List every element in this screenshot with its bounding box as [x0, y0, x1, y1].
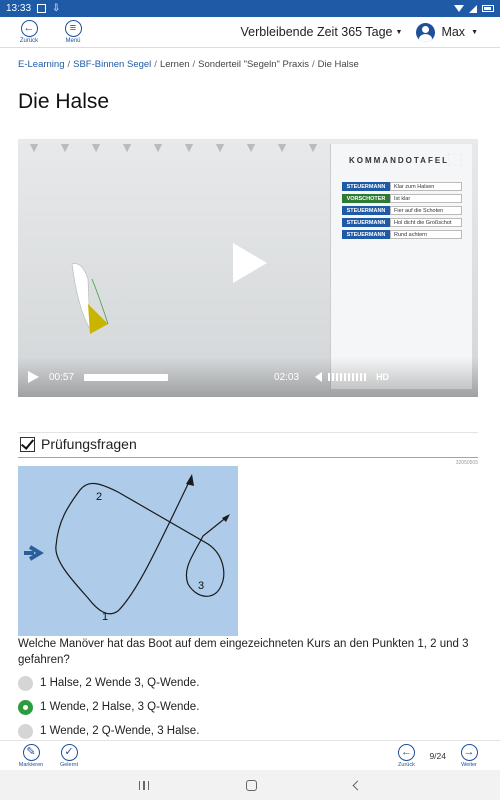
play-icon[interactable] [28, 371, 39, 383]
volume-control[interactable] [315, 372, 366, 382]
user-avatar-icon [416, 23, 435, 42]
play-overlay-icon[interactable] [233, 243, 267, 283]
breadcrumb-sbf-binnen-segel[interactable]: SBF-Binnen Segel [73, 59, 152, 70]
battery-icon [482, 5, 494, 12]
top-bar [0, 17, 500, 48]
figure-label-3: 3 [198, 580, 205, 592]
command-role: STEUERMANN [342, 206, 390, 215]
question-id: 32050505 [455, 460, 478, 466]
fullscreen-icon[interactable] [448, 153, 462, 166]
back-label: Zurück [19, 38, 39, 44]
speaker-icon [315, 372, 322, 382]
radio-icon [18, 676, 33, 691]
hamburger-icon: ≡ [65, 20, 82, 37]
breadcrumb-current: Die Halse [317, 59, 359, 70]
quality-button[interactable]: HD [376, 372, 390, 382]
section-rule [18, 457, 478, 458]
command-text: Ist klar [390, 194, 462, 203]
breadcrumb-lernen: Lernen [159, 59, 190, 70]
breadcrumb: E-Learning / SBF-Binnen Segel / Lernen / Sonderteil "Segeln" Praxis / Die Halse [18, 59, 359, 70]
command-role: STEUERMANN [342, 218, 390, 227]
command-panel [330, 144, 472, 389]
question-text: Welche Manöver hat das Boot auf dem eingezeichneten Kurs an den Punkten 1, 2 und 3 gefahren? [18, 638, 469, 666]
arrow-left-icon: ← [21, 20, 38, 37]
command-row [342, 218, 472, 227]
radio-selected-icon [18, 700, 33, 715]
answer-label: 1 Halse, 2 Wende 3, Q-Wende. [40, 677, 200, 689]
command-role: VORSCHOTER [342, 194, 390, 203]
breadcrumb-sonderteil: Sonderteil "Segeln" Praxis [198, 59, 309, 70]
answer-option-2[interactable] [18, 695, 199, 719]
menu-button[interactable] [58, 20, 88, 44]
command-row [342, 230, 472, 239]
caret-down-icon: ▼ [395, 28, 403, 36]
video-controls [18, 357, 478, 397]
duration: 02:03 [274, 371, 300, 383]
breadcrumb-e-learning[interactable]: E-Learning [18, 59, 65, 70]
question-counter: 9/24 [429, 750, 446, 761]
pencil-icon: ✎ [23, 744, 40, 761]
video-player[interactable] [18, 139, 478, 397]
back-button[interactable] [14, 20, 44, 44]
figure-label-1: 1 [102, 611, 109, 623]
progress-bar[interactable] [84, 374, 168, 381]
mark-button[interactable] [14, 744, 48, 768]
panel-title: KOMMANDOTAFEL [349, 156, 450, 165]
next-label: Weiter [461, 761, 477, 768]
bottom-bar [0, 740, 500, 770]
radio-icon [18, 724, 33, 739]
system-nav-bar [0, 770, 500, 800]
caret-down-icon: ▼ [471, 28, 478, 36]
command-text: Klar zum Halsen [390, 182, 462, 191]
time-left-dropdown[interactable] [241, 25, 403, 39]
boat-illustration [68, 259, 128, 349]
back-chevron-icon[interactable] [353, 780, 363, 790]
mark-label: Markieren [18, 761, 44, 768]
command-row [342, 182, 472, 191]
arrow-left-icon: ← [398, 744, 415, 761]
next-button[interactable] [452, 744, 486, 768]
wind-arrows: ▼ ▼ ▼ ▼ ▼ ▼ ▼ ▼ ▼ ▼ [27, 139, 320, 155]
arrow-right-icon: → [461, 744, 478, 761]
command-role: STEUERMANN [342, 230, 390, 239]
command-role: STEUERMANN [342, 182, 390, 191]
answer-label: 1 Wende, 2 Q-Wende, 3 Halse. [40, 725, 200, 737]
prev-button[interactable] [389, 744, 423, 768]
home-icon[interactable] [246, 780, 257, 791]
gallery-icon [37, 4, 46, 13]
command-text: Hol dicht die Großschot [390, 218, 462, 227]
course-diagram [18, 466, 238, 636]
command-text: Rund achtern [390, 230, 462, 239]
user-name: Max [441, 25, 466, 39]
signal-icon [469, 5, 477, 13]
status-time: 13:33 [6, 3, 32, 14]
command-text: Fier auf die Schoten [390, 206, 462, 215]
time-left-text: Verbleibende Zeit 365 Tage [240, 25, 393, 39]
user-menu[interactable] [416, 23, 478, 42]
wifi-icon [454, 5, 464, 12]
volume-bars [328, 373, 366, 381]
download-icon: ⇩ [52, 3, 61, 14]
command-row [342, 194, 472, 203]
recent-apps-icon[interactable] [139, 781, 150, 790]
command-row [342, 206, 472, 215]
learned-button[interactable] [52, 744, 86, 768]
checkmark-icon: ✓ [61, 744, 78, 761]
current-time: 00:57 [49, 371, 75, 383]
figure-label-2: 2 [96, 491, 103, 503]
checkbox-checked-icon [20, 437, 35, 452]
divider [18, 432, 478, 433]
section-title: Prüfungsfragen [41, 436, 137, 452]
answer-option-1[interactable] [18, 671, 199, 695]
answer-label: 1 Wende, 2 Halse, 3 Q-Wende. [40, 701, 200, 713]
answer-list [18, 671, 199, 743]
status-bar [0, 0, 500, 17]
page-title: Die Halse [18, 90, 110, 113]
exam-questions-header [20, 436, 137, 452]
prev-label: Zurück [398, 761, 415, 768]
learned-label: Gelernt [59, 761, 79, 768]
menu-label: Menü [65, 38, 81, 44]
